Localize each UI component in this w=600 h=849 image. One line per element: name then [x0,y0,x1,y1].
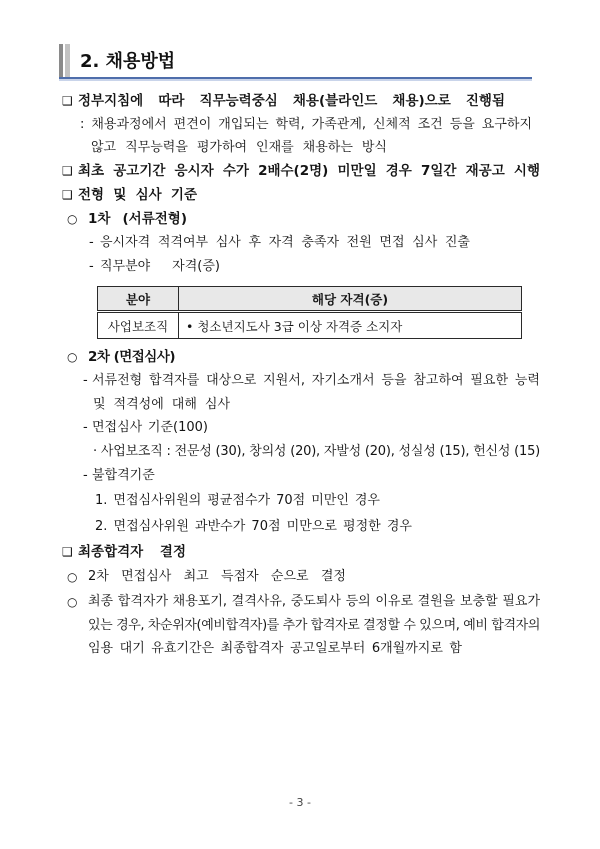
fail-rule: 2. 면접심사위원 과반수가 70점 미만으로 평정한 경우 [95,519,412,534]
final-selection-point-2-line-2: 있는 경우, 차순위자(예비합격자)를 추가 합격자로 결정할 수 있으며, 예비 합격자의 [88,618,540,633]
stage1-point: 직무분야 자격(증) [100,259,220,274]
table-cell-qualification: • 청소년지도사 3급 이상 자격증 소지자 [179,312,522,339]
stage2-intro-line-1: 서류전형 합격자를 대상으로 지원서, 자기소개서 등을 참고하여 필요한 능력 [92,373,540,388]
blind-hiring-description-line-2: 않고 직무능력을 평가하여 인재를 채용하는 방식 [91,140,387,155]
stage2-intro-line-2: 및 적격성에 대해 심사 [93,397,230,412]
dash-bullet: - [89,235,94,250]
final-selection-point-2-line-3: 임용 대기 유효기간은 최종합격자 공고일로부터 6개월까지로 함 [88,641,462,656]
interview-criteria-detail: · 사업보조직 : 전문성 (30), 창의성 (20), 자발성 (20), 성실성 (15), 헌신성 (15) [93,444,540,459]
page-number: - 3 - [289,796,311,809]
table-header-row [98,287,522,312]
screening-title: 전형 및 심사 기준 [78,187,197,203]
square-bullet-icon: ❑ [62,164,73,178]
stage1-title: 1차 (서류전형) [88,211,187,227]
stage2-title: 2차 (면접심사) [88,349,175,365]
fail-criteria-title: 불합격기준 [92,468,155,483]
heading-accent-bar [59,44,73,78]
table-header-qualification: 해당 자격(증) [179,287,522,312]
circle-bullet-icon: ○ [67,595,78,609]
square-bullet-icon: ❑ [62,545,73,559]
final-selection-title: 최종합격자 결정 [78,544,186,560]
blind-hiring-title: 정부지침에 따라 직무능력중심 채용(블라인드 채용)으로 진행됨 [78,93,505,109]
re-announcement-rule: 최초 공고기간 응시자 수가 2배수(2명) 미만일 경우 7일간 재공고 시행 [78,163,540,179]
square-bullet-icon: ❑ [62,188,73,202]
blind-hiring-description-line-1: : 채용과정에서 편견이 개입되는 학력, 가족관계, 신체적 조건 등을 요구하지 [80,117,532,132]
table-header-field: 분야 [98,287,179,312]
heading-underline-shadow [59,79,532,81]
section-heading: 2. 채용방법 [80,51,176,72]
dash-bullet: - [83,468,88,483]
final-selection-point-2-line-1: 최종 합격자가 채용포기, 결격사유, 중도퇴사 등의 이유로 결원을 보충할 필요가 [88,594,540,609]
stage1-point: 응시자격 적격여부 심사 후 자격 충족자 전원 면접 심사 진출 [100,235,470,250]
circle-bullet-icon: ○ [67,212,78,226]
table-row [98,312,522,339]
dash-bullet: - [83,420,88,435]
dash-bullet: - [89,259,94,274]
interview-criteria-title: 면접심사 기준(100) [92,420,208,435]
final-selection-point-1: 2차 면접심사 최고 득점자 순으로 결정 [88,569,346,584]
qualification-table [97,286,522,339]
dash-bullet: - [83,373,88,388]
square-bullet-icon: ❑ [62,94,73,108]
circle-bullet-icon: ○ [67,350,78,364]
table-cell-field: 사업보조직 [98,312,179,339]
fail-rule: 1. 면접심사위원의 평균점수가 70점 미만인 경우 [95,493,380,508]
circle-bullet-icon: ○ [67,570,78,584]
